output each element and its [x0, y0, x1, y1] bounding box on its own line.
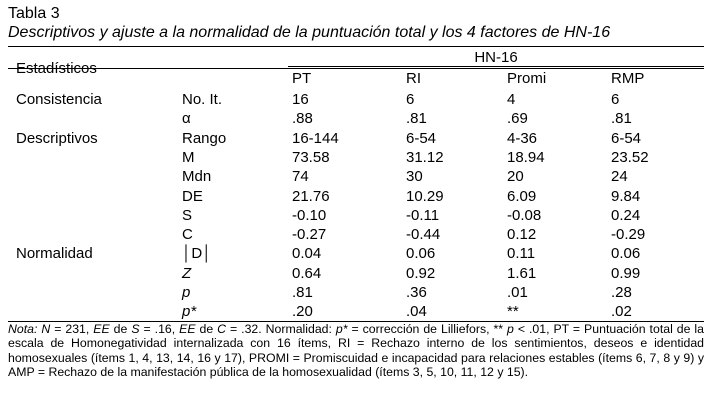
cell-ri: .36: [406, 284, 427, 301]
row-label: Z: [182, 265, 192, 282]
cell-promi: 0.12: [507, 226, 537, 243]
row-category: Descriptivos: [16, 130, 98, 147]
row-category: Normalidad: [16, 245, 93, 262]
note-text-7: < .01, PT = Puntuación total de la escala de Homonegatividad internalizada con 16 ítems, RI = Rechazo interno de los sentimientos, deseos e identidad homosexuales (ítems 1, 4, 13, 14, 16 y 17), PROMI = Promiscuidad e incapacidad para relaciones estables (ítems 6, 7, 8 y 9) y AMP = Rechazo de la manifestación pública de la homosexualidad (ítems 3, 5, 10, 11, 12 y 15).: [8, 322, 704, 380]
cell-pt: 73.58: [292, 149, 330, 166]
column-header-pt: PT: [292, 70, 312, 87]
cell-rmp: 6: [611, 91, 620, 108]
cell-pt: 74: [292, 168, 309, 185]
cell-promi: 4: [507, 91, 516, 108]
row-label: DE: [182, 188, 203, 205]
cell-pt: -0.27: [292, 226, 327, 243]
note-text-4: de: [195, 322, 218, 336]
note-text-3: = .16,: [139, 322, 180, 336]
cell-promi: 0.11: [507, 245, 536, 262]
row-label: C: [182, 226, 193, 243]
header-statistics: Estadísticos: [16, 60, 97, 77]
cell-promi: 18.94: [507, 149, 545, 166]
cell-rmp: 0.99: [611, 265, 641, 282]
header-group: HN-16: [474, 49, 518, 66]
cell-pt: 21.76: [292, 188, 330, 205]
cell-ri: -0.44: [406, 226, 441, 243]
note-lead: Nota:: [8, 322, 38, 336]
note-s: S: [131, 322, 140, 336]
cell-ri: -0.11: [406, 207, 440, 224]
cell-promi: 20: [507, 168, 524, 185]
cell-pt: .88: [292, 110, 313, 127]
row-label: No. It.: [182, 91, 223, 108]
cell-promi: 4-36: [507, 130, 538, 147]
note-c: C: [217, 322, 227, 336]
cell-promi: **: [507, 303, 519, 320]
cell-ri: .81: [406, 110, 427, 127]
table-note: [8, 322, 704, 380]
column-header-ri: RI: [406, 70, 421, 87]
cell-rmp: 24: [611, 168, 628, 185]
row-label: S: [182, 207, 193, 224]
table-subtitle: Descriptivos y ajuste a la normalidad de la puntuación total y los 4 factores de HN-16: [8, 24, 611, 41]
row-label: α: [182, 110, 191, 127]
note-text-6: = corrección de Lilliefors, **: [347, 322, 508, 336]
cell-promi: 1.61: [507, 265, 537, 282]
cell-pt: 16-144: [292, 130, 339, 147]
cell-rmp: 9.84: [611, 188, 641, 205]
cell-ri: .04: [406, 303, 427, 320]
cell-rmp: .81: [611, 110, 632, 127]
cell-pt: 16: [292, 91, 309, 108]
note-text-2: de: [109, 322, 132, 336]
cell-promi: 6.09: [507, 188, 537, 205]
row-label: p: [182, 284, 191, 301]
cell-ri: 10.29: [406, 188, 444, 205]
row-label: Mdn: [182, 168, 212, 185]
row-label: M: [182, 149, 195, 166]
row-label: │D│: [182, 245, 212, 262]
cell-rmp: 23.52: [611, 149, 649, 166]
row-label: Rango: [182, 130, 227, 147]
cell-rmp: .02: [611, 303, 632, 320]
cell-ri: 6-54: [406, 130, 437, 147]
cell-promi: .01: [507, 284, 528, 301]
cell-ri: 30: [406, 168, 423, 185]
cell-promi: -0.08: [507, 207, 542, 224]
note-text-5: = .32. Normalidad:: [226, 322, 336, 336]
note-p: p: [507, 322, 514, 336]
cell-pt: .20: [292, 303, 313, 320]
column-header-promi: Promi: [507, 70, 547, 87]
note-ee-2: EE: [179, 322, 196, 336]
note-n: N: [41, 322, 51, 336]
cell-promi: .69: [507, 110, 528, 127]
row-label: p*: [182, 303, 197, 320]
cell-pt: -0.10: [292, 207, 327, 224]
cell-pt: .81: [292, 284, 313, 301]
cell-pt: 0.04: [292, 245, 322, 262]
cell-rmp: .28: [611, 284, 632, 301]
header-rule: [8, 68, 704, 69]
cell-rmp: 0.24: [611, 207, 641, 224]
cell-ri: 6: [406, 91, 415, 108]
note-ee-1: EE: [93, 322, 110, 336]
note-pstar: p*: [335, 322, 348, 336]
top-rule: [8, 46, 704, 47]
cell-rmp: -0.29: [611, 226, 646, 243]
cell-pt: 0.64: [292, 265, 322, 282]
table-title: Tabla 3: [8, 5, 60, 22]
cell-rmp: 0.06: [611, 245, 641, 262]
note-text-1: = 231,: [50, 322, 94, 336]
column-header-rmp: RMP: [611, 70, 645, 87]
cell-rmp: 6-54: [611, 130, 642, 147]
cell-ri: 31.12: [406, 149, 444, 166]
cell-ri: 0.92: [406, 265, 436, 282]
row-category: Consistencia: [16, 91, 102, 108]
cell-ri: 0.06: [406, 245, 436, 262]
